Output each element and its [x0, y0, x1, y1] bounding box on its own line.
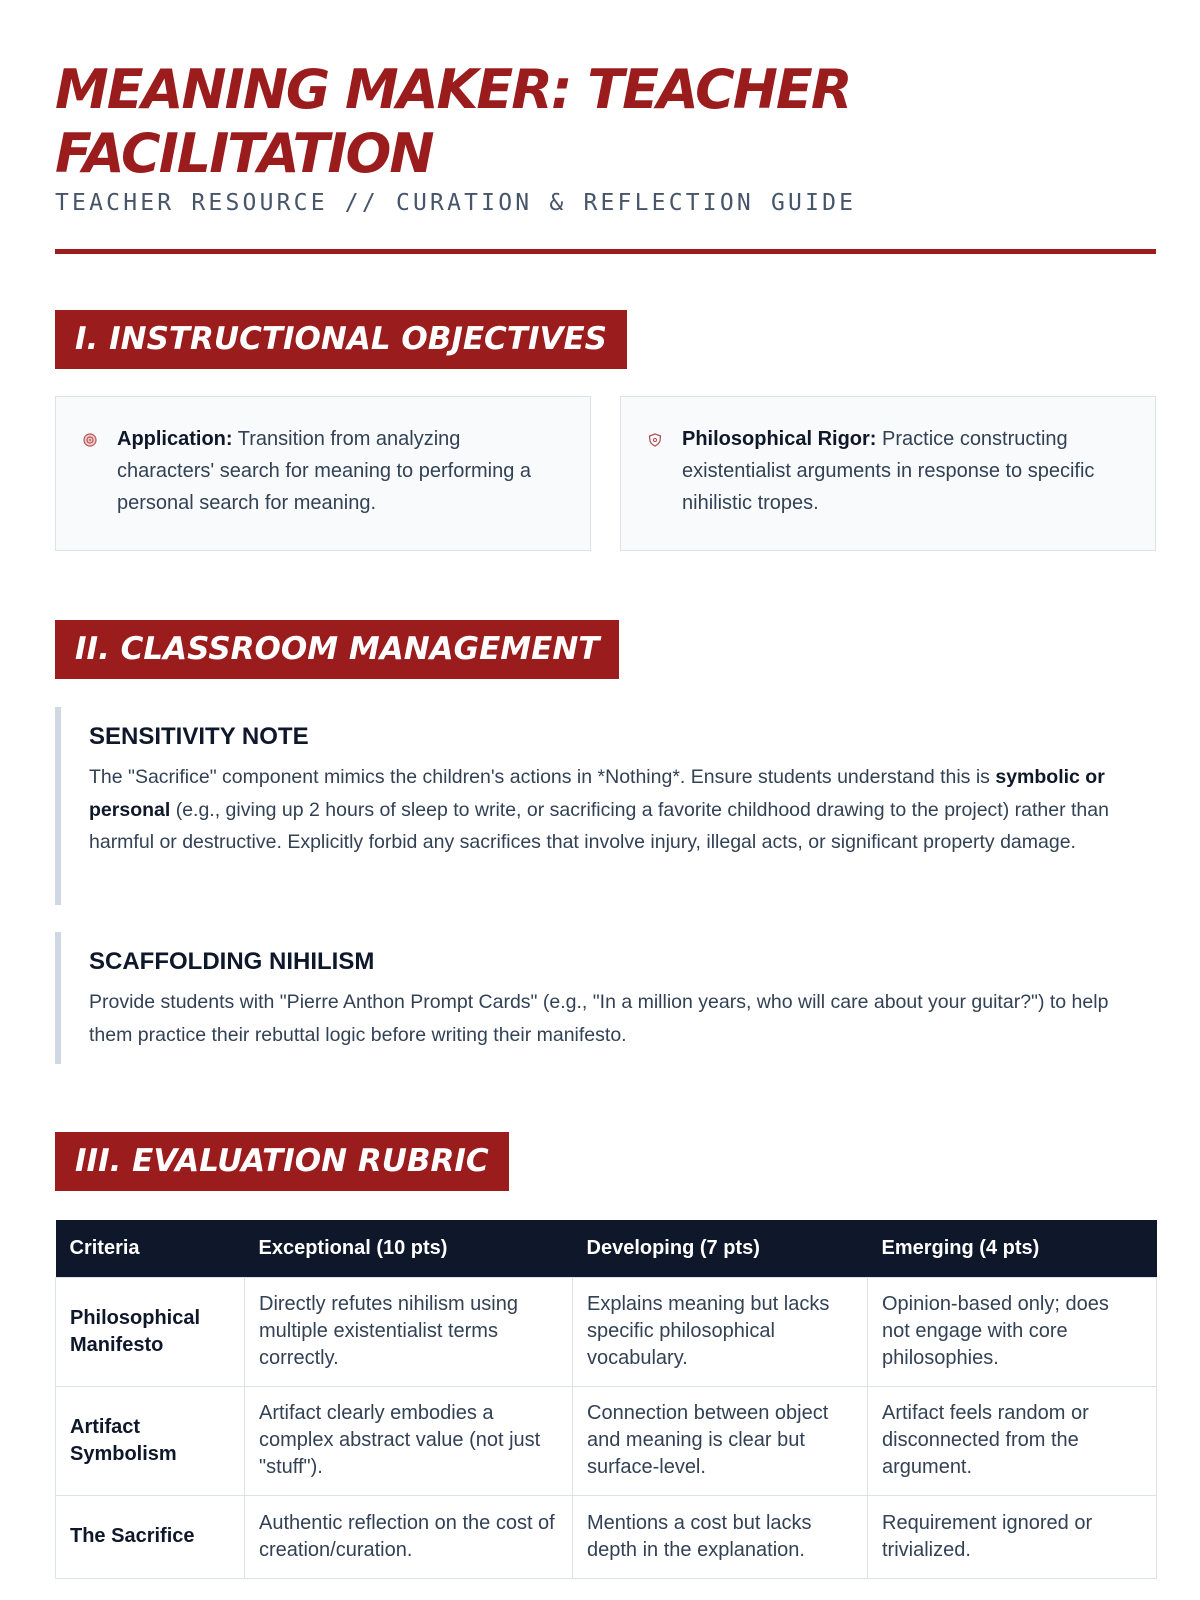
exceptional-cell: Authentic reflection on the cost of creation/curation. — [245, 1495, 573, 1578]
criteria-cell: The Sacrifice — [56, 1495, 245, 1578]
page-subtitle: TEACHER RESOURCE // CURATION & REFLECTION GUIDE — [55, 190, 857, 216]
developing-cell: Connection between object and meaning is clear but surface-level. — [573, 1386, 868, 1495]
objective-description: Practice constructing existentialist arguments in response to specific nihilistic tropes. — [682, 428, 1095, 514]
emerging-cell: Requirement ignored or trivialized. — [868, 1495, 1157, 1578]
note-scaffolding — [55, 932, 1156, 1064]
column-header: Emerging (4 pts) — [868, 1220, 1157, 1277]
shield-icon — [648, 433, 662, 447]
column-header: Developing (7 pts) — [573, 1220, 868, 1277]
column-header: Criteria — [56, 1220, 245, 1277]
note-body: Provide students with "Pierre Anthon Prompt Cards" (e.g., "In a million years, who will care about your guitar?") to help them practice their rebuttal logic before writing their manifesto. — [89, 991, 1109, 1046]
note-body-emphasis: symbolic or personal — [89, 766, 1105, 821]
table-row — [56, 1277, 1157, 1386]
column-header: Exceptional (10 pts) — [245, 1220, 573, 1277]
criteria-cell: Philosophical Manifesto — [56, 1277, 245, 1386]
developing-cell: Explains meaning but lacks specific philosophical vocabulary. — [573, 1277, 868, 1386]
section-title-rubric: III. EVALUATION RUBRIC — [55, 1132, 509, 1191]
note-heading: SENSITIVITY NOTE — [89, 723, 309, 750]
rubric-table — [55, 1220, 1157, 1579]
exceptional-cell: Directly refutes nihilism using multiple existentialist terms correctly. — [245, 1277, 573, 1386]
emerging-cell: Artifact feels random or disconnected from the argument. — [868, 1386, 1157, 1495]
note-body-text: The "Sacrifice" component mimics the children's actions in *Nothing*. Ensure students understand this is — [89, 766, 996, 788]
note-heading: SCAFFOLDING NIHILISM — [89, 948, 375, 975]
note-body-text: (e.g., giving up 2 hours of sleep to write, or sacrificing a favorite childhood drawing to the project) rather than harmful or destructive. Explicitly forbid any sacrifices that involve injury, illegal acts, or significant property damage. — [89, 798, 1109, 853]
section-title-objectives: I. INSTRUCTIONAL OBJECTIVES — [55, 310, 627, 369]
section-title-management: II. CLASSROOM MANAGEMENT — [55, 620, 619, 679]
objective-text — [682, 423, 1127, 519]
note-body — [89, 761, 1156, 859]
table-row — [56, 1386, 1157, 1495]
objective-label: Application: — [117, 428, 233, 450]
table-row — [56, 1495, 1157, 1578]
target-icon — [83, 433, 97, 447]
objective-description: Transition from analyzing characters' search for meaning to performing a personal search for meaning. — [117, 428, 532, 514]
rubric-header-row — [56, 1220, 1157, 1277]
exceptional-cell: Artifact clearly embodies a complex abstract value (not just "stuff"). — [245, 1386, 573, 1495]
objective-card-rigor — [620, 396, 1156, 551]
objective-text — [117, 423, 562, 519]
objective-label: Philosophical Rigor: — [682, 428, 877, 450]
note-sensitivity — [55, 707, 1156, 905]
criteria-cell: Artifact Symbolism — [56, 1386, 245, 1495]
developing-cell: Mentions a cost but lacks depth in the explanation. — [573, 1495, 868, 1578]
emerging-cell: Opinion-based only; does not engage with core philosophies. — [868, 1277, 1157, 1386]
header-divider — [55, 249, 1156, 254]
page-title: MEANING MAKER: TEACHER FACILITATION — [55, 58, 851, 185]
objective-card-application — [55, 396, 591, 551]
